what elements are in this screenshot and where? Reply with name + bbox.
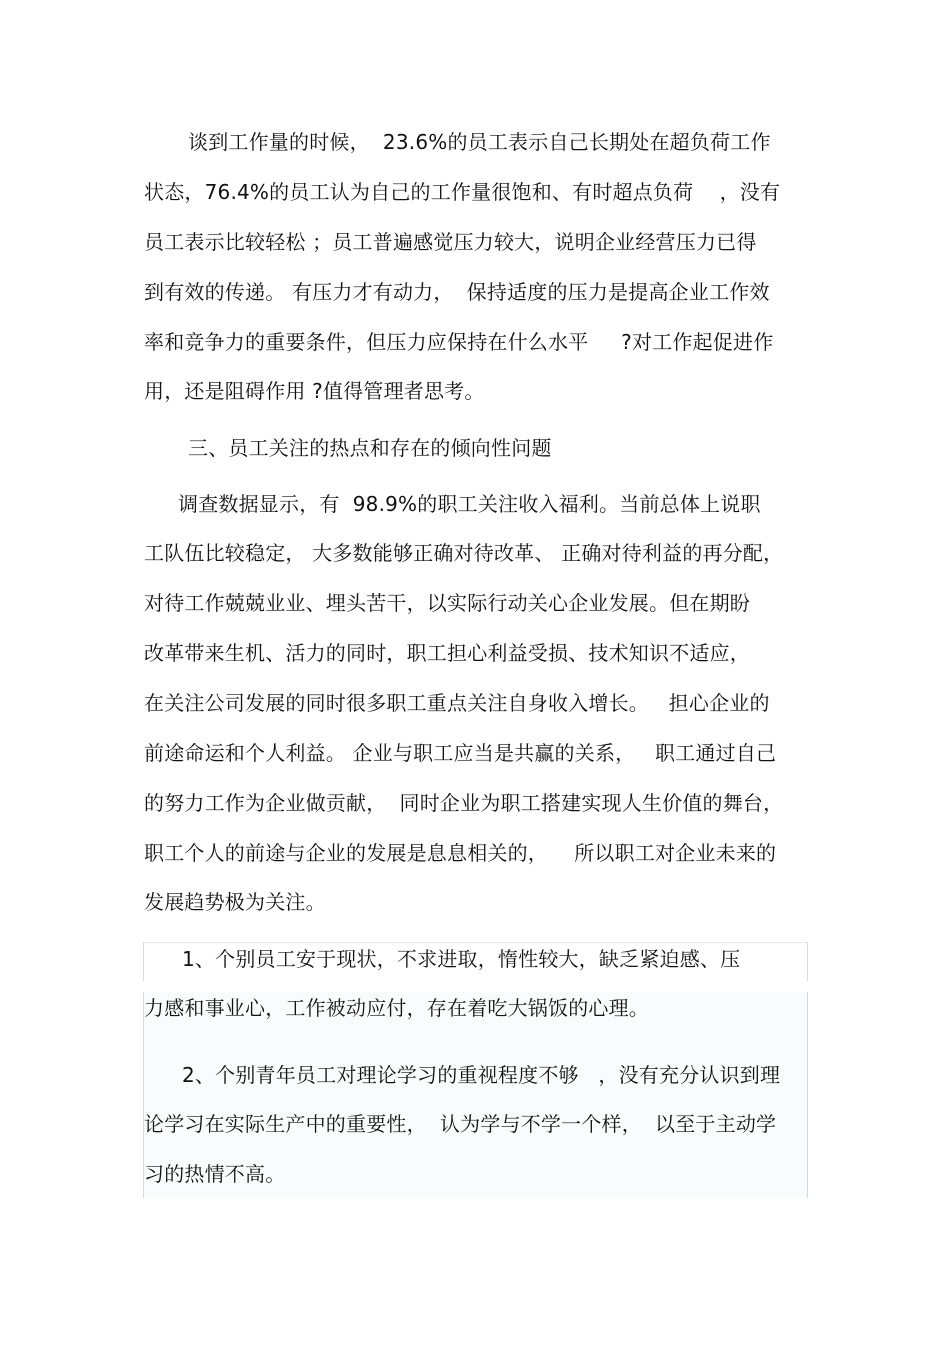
text-line: 工队伍比较稳定， 大多数能够正确对待改革、 正确对待利益的再分配， [144,541,784,565]
text-line: 状态，76.4%的员工认为自己的工作量很饱和、有时超点负荷 ，没有 [144,180,781,204]
text-line: 在关注公司发展的同时很多职工重点关注自身收入增长。 担心企业的 [144,691,770,715]
text-line: 习的热情不高。 [144,1162,286,1186]
text-line: 到有效的传递。 有压力才有动力， 保持适度的压力是提高企业工作效 [144,280,770,304]
text-line: 率和竞争力的重要条件，但压力应保持在什么水平 ?对工作起促进作 [144,330,774,354]
text-line: 力感和事业心，工作被动应付，存在着吃大锅饭的心理。 [144,996,649,1020]
text-line: 前途命运和个人利益。 企业与职工应当是共赢的关系， 职工通过自己 [144,741,777,765]
text-line: 调查数据显示，有 98.9%的职工关注收入福利。当前总体上说职 [178,492,761,516]
text-line: 论学习在实际生产中的重要性， 认为学与不学一个样， 以至于主动学 [144,1112,777,1136]
text-line: 改革带来生机、活力的同时，职工担心利益受损、技术知识不适应， [144,641,750,665]
text-line: 用，还是阻碍作用 ?值得管理者思考。 [144,379,485,403]
text-line: 发展趋势极为关注。 [144,890,326,914]
text-line: 职工个人的前途与企业的发展是息息相关的， 所以职工对企业未来的 [144,841,777,865]
section-heading: 三、员工关注的热点和存在的倾向性问题 [188,436,552,460]
text-line: 的努力工作为企业做贡献， 同时企业为职工搭建实现人生价值的舞台， [144,791,784,815]
text-line: 1、个别员工安于现状，不求进取，惰性较大，缺乏紧迫感、压 [182,947,741,971]
text-line: 对待工作兢兢业业、埋头苦干，以实际行动关心企业发展。但在期盼 [144,591,750,615]
text-line: 2、个别青年员工对理论学习的重视程度不够 ，没有充分认识到理 [182,1063,781,1087]
text-line: 谈到工作量的时候， 23.6%的员工表示自己长期处在超负荷工作 [188,130,771,154]
text-line: 员工表示比较轻松 ；员工普遍感觉压力较大，说明企业经营压力已得 [144,230,757,254]
